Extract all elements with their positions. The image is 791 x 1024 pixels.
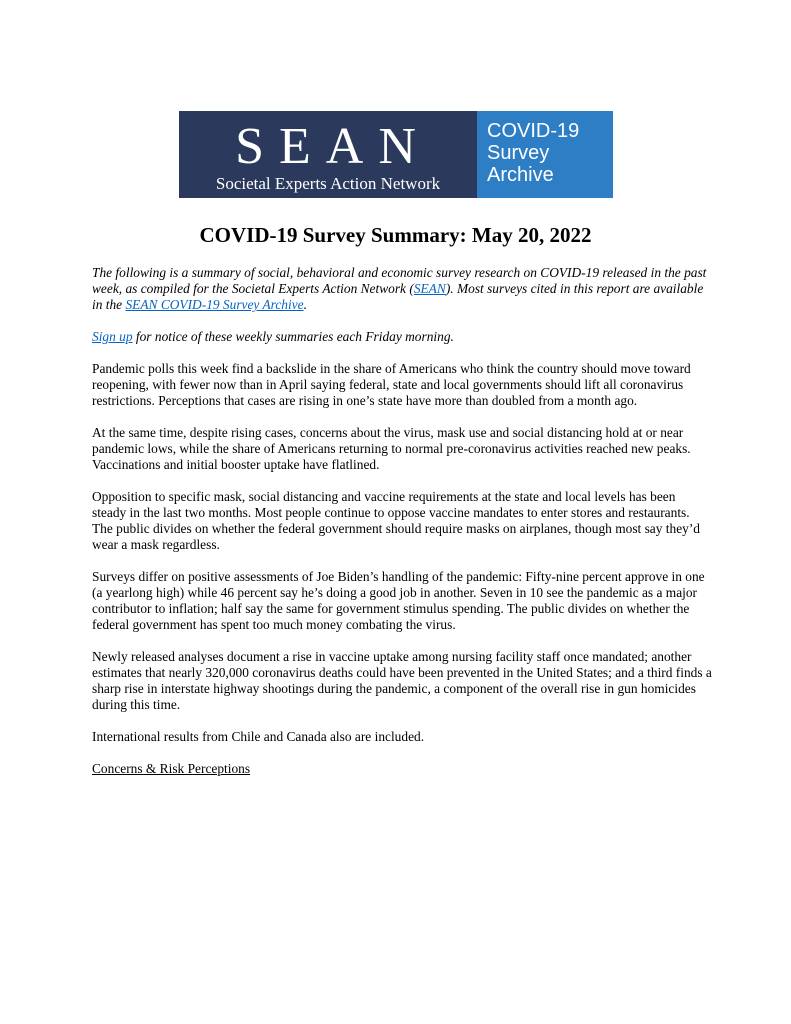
archive-line: Archive xyxy=(487,164,554,186)
body-paragraph: Pandemic polls this week find a backslide in the share of Americans who think the country should move toward reopening, with fewer now than in April saying federal, state and local governments should lift all coronavirus restrictions. Perceptions that cases are rising in one’s state have more than doubled from a month ago. xyxy=(92,361,691,408)
signup-text: for notice of these weekly summaries each Friday morning. xyxy=(132,329,454,344)
body-paragraph: Newly released analyses document a rise in vaccine uptake among nursing facility staff once mandated; another estimates that nearly 320,000 coronavirus deaths could have been prevented in the United States; and a third finds a sharp rise in interstate highway shootings during the pandemic, a component of the overall rise in gun homicides during this time. xyxy=(92,649,712,712)
body-paragraph: At the same time, despite rising cases, concerns about the virus, mask use and social distancing hold at or near pandemic lows, while the share of Americans returning to normal pre-coronavirus activities reached new peaks. Vaccinations and initial booster uptake have flatlined. xyxy=(92,425,691,472)
archive-badge xyxy=(477,111,613,198)
logo-subtitle: Societal Experts Action Network xyxy=(215,174,441,193)
intro-paragraph xyxy=(92,265,712,313)
sean-logo-main xyxy=(179,111,477,198)
survey-archive-link[interactable]: SEAN COVID-19 Survey Archive xyxy=(125,297,304,312)
sign-up-link[interactable]: Sign up xyxy=(92,329,133,344)
body-paragraph: Surveys differ on positive assessments of Joe Biden’s handling of the pandemic: Fifty-nine percent approve in one (a yearlong high) while 46 percent say he’s doing a good job in another. Seven in 10 see the pandemic as a major contributor to inflation; half say the same for government stimulus spending. The public divides on whether the federal government has spent too much money combating the virus. xyxy=(92,569,705,632)
page-title: COVID-19 Survey Summary: May 20, 2022 xyxy=(199,223,592,247)
signup-paragraph xyxy=(92,329,712,345)
intro-text: . xyxy=(303,297,307,312)
archive-line: COVID-19 xyxy=(487,120,580,142)
sean-link[interactable]: SEAN xyxy=(413,281,446,296)
section-heading: Concerns & Risk Perceptions xyxy=(92,761,251,776)
intro-text: ). Most surveys cited in this report are available in the xyxy=(92,281,704,312)
logo-letters: SEAN xyxy=(235,118,431,175)
intro-text: The following is a summary of social, behavioral and economic survey research on COVID-19 released in the past week, as compiled for the Societal Experts Action Network ( xyxy=(92,265,707,296)
document-body xyxy=(92,265,712,793)
body-paragraph: International results from Chile and Canada also are included. xyxy=(92,729,425,744)
sean-logo xyxy=(179,111,613,198)
body-paragraph: Opposition to specific mask, social distancing and vaccine requirements at the state and local levels has been steady in the last two months. Most people continue to oppose vaccine mandates to enter stores and restaurants. The public divides on whether the federal government should require masks on airplanes, though most say they’d wear a mask regardless. xyxy=(92,489,701,552)
archive-line: Survey xyxy=(487,142,550,164)
